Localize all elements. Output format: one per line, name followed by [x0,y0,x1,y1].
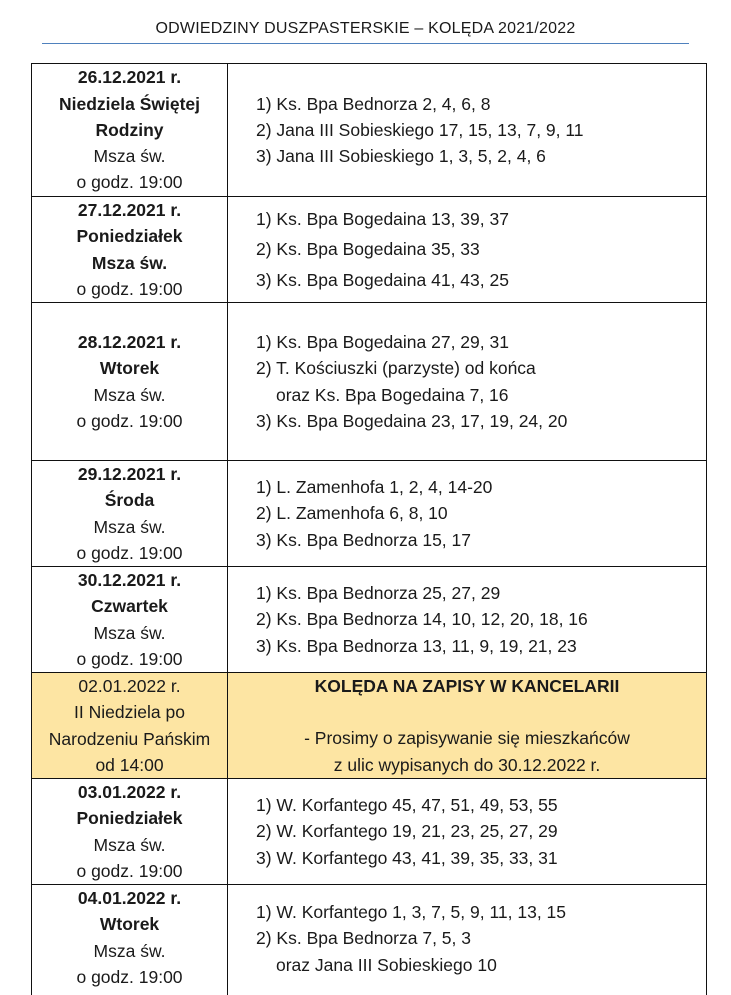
notice-title: KOLĘDA NA ZAPISY W KANCELARII [314,676,620,696]
street-line: 3) Ks. Bpa Bogedaina 23, 17, 19, 24, 20 [256,410,568,431]
date-label: 28.12.2021 r. [77,331,182,352]
street-line: 3) W. Korfantego 43, 41, 39, 35, 33, 31 [256,847,558,868]
time-label: o godz. 19:00 [76,966,183,987]
date-label: 27.12.2021 r. [77,199,182,220]
day-label: Wtorek [99,358,160,379]
street-line: 2) T. Kościuszki (parzyste) od końca [256,358,536,379]
table-row [32,779,706,885]
street-line: 2) Ks. Bpa Bogedaina 35, 33 [256,239,480,260]
schedule-table [31,63,707,995]
day-label: Narodzeniu Pańskim [48,728,211,749]
table-row [32,461,706,567]
date-cell [32,673,228,778]
time-label: o godz. 19:00 [76,278,183,299]
date-cell [32,885,228,995]
date-label: 30.12.2021 r. [77,569,182,590]
day-label: Wtorek [99,914,160,935]
streets-cell [228,885,706,995]
date-cell [32,567,228,672]
table-row [32,567,706,673]
mass-label: Msza św. [93,622,166,643]
street-line: 1) W. Korfantego 45, 47, 51, 49, 53, 55 [256,795,558,816]
mass-label: Msza św. [93,384,166,405]
date-label: 26.12.2021 r. [77,67,182,88]
streets-cell [228,779,706,884]
street-line: oraz Ks. Bpa Bogedaina 7, 16 [276,384,509,405]
street-line: 1) Ks. Bpa Bogedaina 13, 39, 37 [256,208,509,229]
table-row [32,197,706,303]
header-divider [42,43,689,44]
street-line: 3) Ks. Bpa Bogedaina 41, 43, 25 [256,269,509,290]
table-row [32,885,706,995]
street-line: 2) Ks. Bpa Bednorza 14, 10, 12, 20, 18, 16 [256,609,588,630]
table-row-highlight [32,673,706,779]
date-label: 29.12.2021 r. [77,463,182,484]
street-line: 1) Ks. Bpa Bednorza 2, 4, 6, 8 [256,93,491,114]
day-label: Poniedziałek [76,808,183,829]
street-line: 2) L. Zamenhofa 6, 8, 10 [256,503,448,524]
notice-spacer [228,699,706,725]
day-label: Czwartek [91,596,168,617]
street-line: 1) Ks. Bpa Bogedaina 27, 29, 31 [256,331,509,352]
notice-cell [228,673,706,778]
day-label: Rodziny [95,119,164,140]
street-line: 3) Jana III Sobieskiego 1, 3, 5, 2, 4, 6 [256,146,546,167]
street-line: 2) Jana III Sobieskiego 17, 15, 13, 7, 9, 11 [256,119,584,140]
mass-label: Msza św. [93,834,166,855]
mass-label: Msza św. [93,940,166,961]
date-label: 02.01.2022 r. [78,675,181,696]
notice-text: - Prosimy o zapisywanie się mieszkańców [304,728,630,749]
streets-cell [228,461,706,566]
streets-cell [228,197,706,302]
mass-label: Msza św. [93,146,166,167]
date-label: 03.01.2022 r. [77,781,182,802]
street-line: 1) W. Korfantego 1, 3, 7, 5, 9, 11, 13, 15 [256,902,567,922]
time-label: o godz. 19:00 [76,648,183,669]
street-line: 1) Ks. Bpa Bednorza 25, 27, 29 [256,583,501,604]
time-label: o godz. 19:00 [76,860,183,881]
mass-label: Msza św. [91,252,168,273]
date-cell [32,779,228,884]
date-label: 04.01.2022 r. [77,888,182,908]
mass-label: Msza św. [93,516,166,537]
streets-cell [228,567,706,672]
street-line: 2) W. Korfantego 19, 21, 23, 25, 27, 29 [256,821,558,842]
page-title: ODWIEDZINY DUSZPASTERSKIE – KOLĘDA 2021/2022 [155,20,576,37]
date-cell [32,303,228,460]
street-line: oraz Jana III Sobieskiego 10 [276,954,497,975]
notice-text: z ulic wypisanych do 30.12.2022 r. [333,754,601,775]
day-label: II Niedziela po [74,702,185,723]
street-line: 3) Ks. Bpa Bednorza 13, 11, 9, 19, 21, 23 [256,635,577,656]
table-row [32,64,706,197]
time-label: o godz. 19:00 [76,410,183,431]
streets-cell [228,303,706,460]
date-cell [32,64,228,196]
streets-cell [228,64,706,196]
time-label: od 14:00 [95,754,164,775]
street-line: 3) Ks. Bpa Bednorza 15, 17 [256,529,471,550]
time-label: o godz. 19:00 [76,172,183,193]
time-label: o godz. 19:00 [76,542,183,563]
street-line: 1) L. Zamenhofa 1, 2, 4, 14-20 [256,477,493,498]
day-label: Środa [104,490,155,511]
street-line: 2) Ks. Bpa Bednorza 7, 5, 3 [256,928,471,949]
table-row [32,303,706,461]
date-cell [32,461,228,566]
day-label: Niedziela Świętej [58,93,201,114]
day-label: Poniedziałek [76,226,183,247]
date-cell [32,197,228,302]
